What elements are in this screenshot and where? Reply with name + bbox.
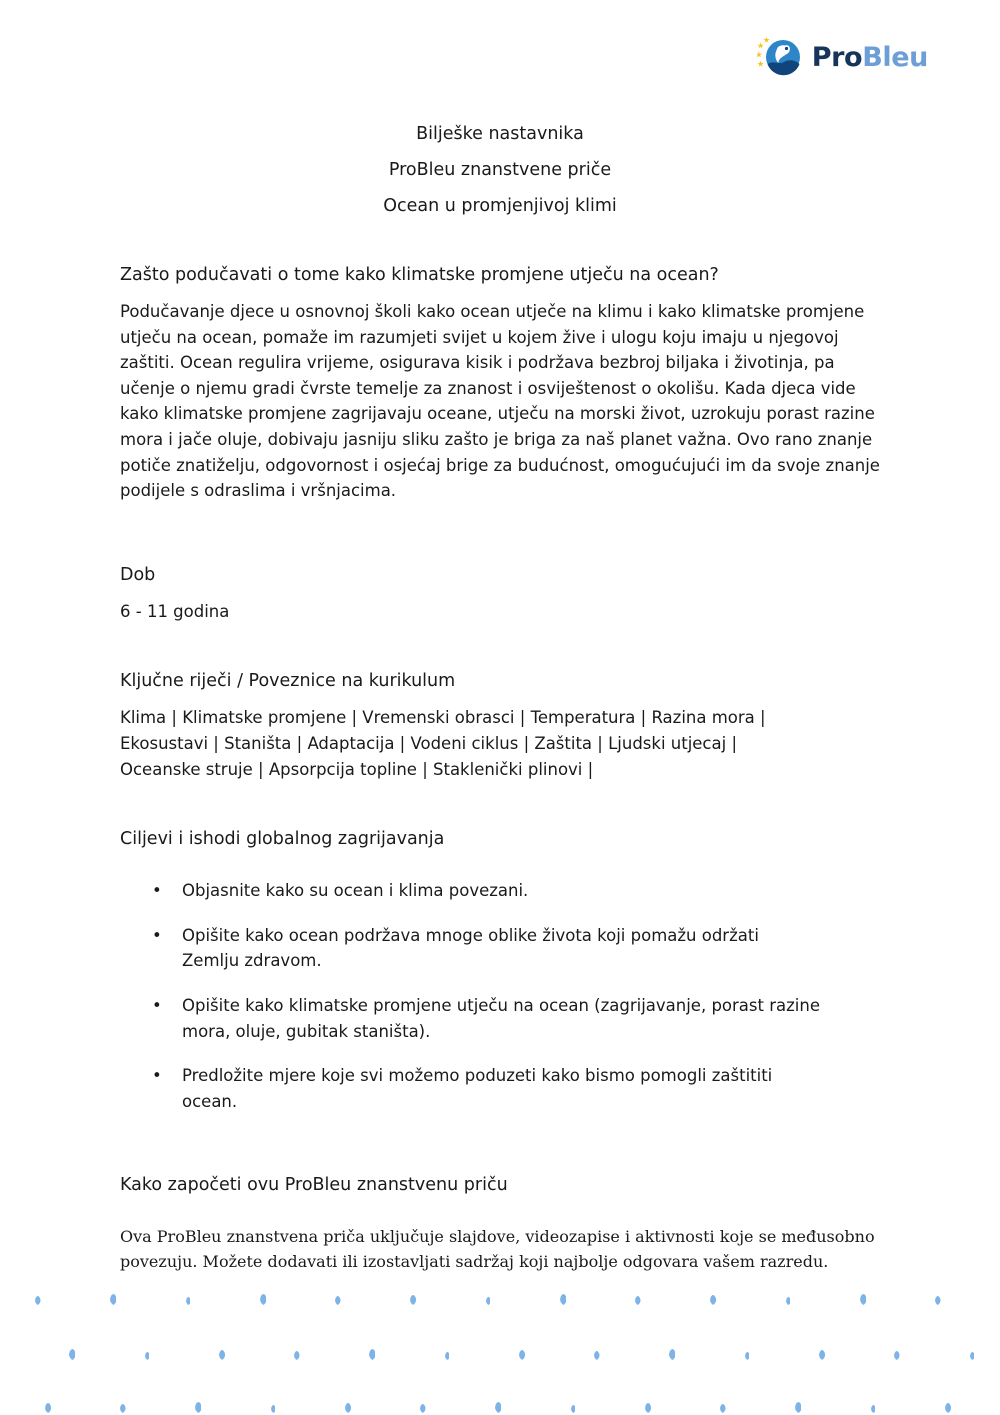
list-item-text: Predložite mjere koje svi možemo poduzeti kako bismo pomogli zaštititi ocean. (182, 1066, 773, 1111)
water-droplet-icon (669, 1345, 676, 1356)
water-droplet-icon (970, 1345, 975, 1353)
heading-getting-started: Kako započeti ovu ProBleu znanstvenu priču (120, 1175, 508, 1196)
water-droplet-icon (35, 1290, 41, 1299)
water-droplet-icon (745, 1345, 750, 1353)
water-droplet-icon (594, 1345, 600, 1354)
footer-droplet-pattern (0, 1270, 1000, 1415)
keywords-line-2: Ekosustavi | Staništa | Adaptacija | Vodeni ciklus | Zaštita | Ljudski utjecaj | (120, 733, 738, 753)
list-item (120, 993, 820, 1044)
water-droplet-icon (294, 1345, 300, 1354)
water-droplet-icon (571, 1398, 576, 1406)
bullet-icon: • (152, 925, 162, 945)
water-droplet-icon (495, 1398, 502, 1409)
bullet-icon: • (152, 1066, 162, 1086)
water-droplet-icon (795, 1398, 802, 1409)
water-droplet-icon (860, 1290, 867, 1301)
list-item (120, 923, 820, 974)
water-droplet-icon (45, 1398, 51, 1408)
title-line-topic: Ocean u promjenjivoj klimi (383, 196, 617, 216)
water-droplet-icon (271, 1398, 276, 1406)
pro-bleu-wordmark (811, 41, 928, 73)
list-item-text: Opišite kako klimatske promjene utječu na ocean (zagrijavanje, porast razine mora, oluje, gubitak staništa). (182, 995, 820, 1041)
water-droplet-icon (345, 1398, 351, 1408)
water-droplet-icon (120, 1398, 126, 1407)
water-droplet-icon (335, 1290, 341, 1299)
water-droplet-icon (219, 1345, 225, 1355)
wordmark-pro: Pro (811, 41, 863, 73)
heading-keywords: Ključne riječi / Poveznice na kurikulum (120, 671, 456, 692)
water-droplet-icon (710, 1290, 716, 1300)
water-droplet-icon (635, 1290, 641, 1299)
goals-list (120, 878, 892, 1114)
heading-goals-outcomes: Ciljevi i ishodi globalnog zagrijavanja (120, 829, 445, 850)
title-line-teacher-notes: Bilješke nastavnika (416, 124, 584, 144)
bullet-icon: • (152, 881, 162, 901)
bullet-icon: • (152, 995, 162, 1015)
water-droplet-icon (445, 1345, 450, 1353)
water-droplet-icon (195, 1398, 202, 1409)
document-title-block (0, 116, 1000, 224)
wordmark-bleu: Bleu (862, 41, 928, 73)
keywords-line-1: Klima | Klimatske promjene | Vremenski obrasci | Temperatura | Razina mora | (120, 708, 766, 728)
pro-bleu-logo (757, 34, 928, 80)
list-item (120, 1063, 820, 1114)
water-droplet-icon (420, 1398, 426, 1407)
paragraph-getting-started: Ova ProBleu znanstvena priča uključuje slajdove, videozapise i aktivnosti koje se međusobno povezuju. Možete dodavati ili izostavljati sadržaj koji najbolje odgovara vašem razredu. (120, 1227, 875, 1272)
water-droplet-icon (110, 1290, 117, 1301)
list-item-text: Opišite kako ocean podržava mnoge oblike života koji pomažu održati Zemlju zdravom. (182, 925, 759, 971)
water-droplet-icon (186, 1290, 191, 1298)
water-droplet-icon (369, 1345, 376, 1356)
water-droplet-icon (145, 1345, 150, 1353)
document-header (0, 0, 1000, 100)
water-droplet-icon (819, 1345, 825, 1355)
water-droplet-icon (645, 1398, 651, 1408)
paragraph-why-teach: Podučavanje djece u osnovnoj školi kako ocean utječe na klimu i kako klimatske promjene utječu na ocean, pomaže im razumjeti svijet u kojem žive i ulogu koju imaju u njegovoj zaštiti. Ocean regulira vrijeme, osigurava kisik i podržava bezbroj biljaka i životinja, pa učenje o njemu gradi čvrste temelje za znanost i osviještenost o okolišu. Kada djeca vide kako klimatske promjene zagrijavaju oceane, utječu na morski život, uzrokuju porast razine mora i jače oluje, dobivaju jasniju sliku zašto je briga za naš planet važna. Ovo rano znanje potiče znatiželju, odgovornost i osjećaj brige za budućnost, omogućujući im da svoje znanje podijele s odraslima i vršnjacima. (120, 302, 880, 501)
water-droplet-icon (720, 1398, 726, 1407)
list-item (120, 878, 820, 904)
heading-why-teach: Zašto podučavati o tome kako klimatske promjene utječu na ocean? (120, 265, 719, 285)
pro-bleu-globe-logo-icon (757, 34, 803, 80)
value-age-range: 6 - 11 godina (120, 601, 230, 621)
water-droplet-icon (519, 1345, 525, 1355)
water-droplet-icon (69, 1345, 76, 1356)
water-droplet-icon (945, 1398, 951, 1408)
heading-age: Dob (120, 564, 156, 585)
water-droplet-icon (260, 1290, 267, 1301)
title-line-series: ProBleu znanstvene priče (388, 160, 612, 180)
list-item-text: Objasnite kako su ocean i klima povezani. (182, 881, 529, 901)
water-droplet-icon (560, 1290, 567, 1301)
document-body (120, 262, 892, 1274)
water-droplet-icon (894, 1345, 900, 1354)
keywords-line-3: Oceanske struje | Apsorpcija topline | Staklenički plinovi | (120, 759, 594, 779)
water-droplet-icon (786, 1290, 791, 1298)
water-droplet-icon (410, 1290, 416, 1300)
water-droplet-icon (486, 1290, 491, 1298)
water-droplet-icon (871, 1398, 876, 1406)
water-droplet-icon (935, 1290, 941, 1299)
